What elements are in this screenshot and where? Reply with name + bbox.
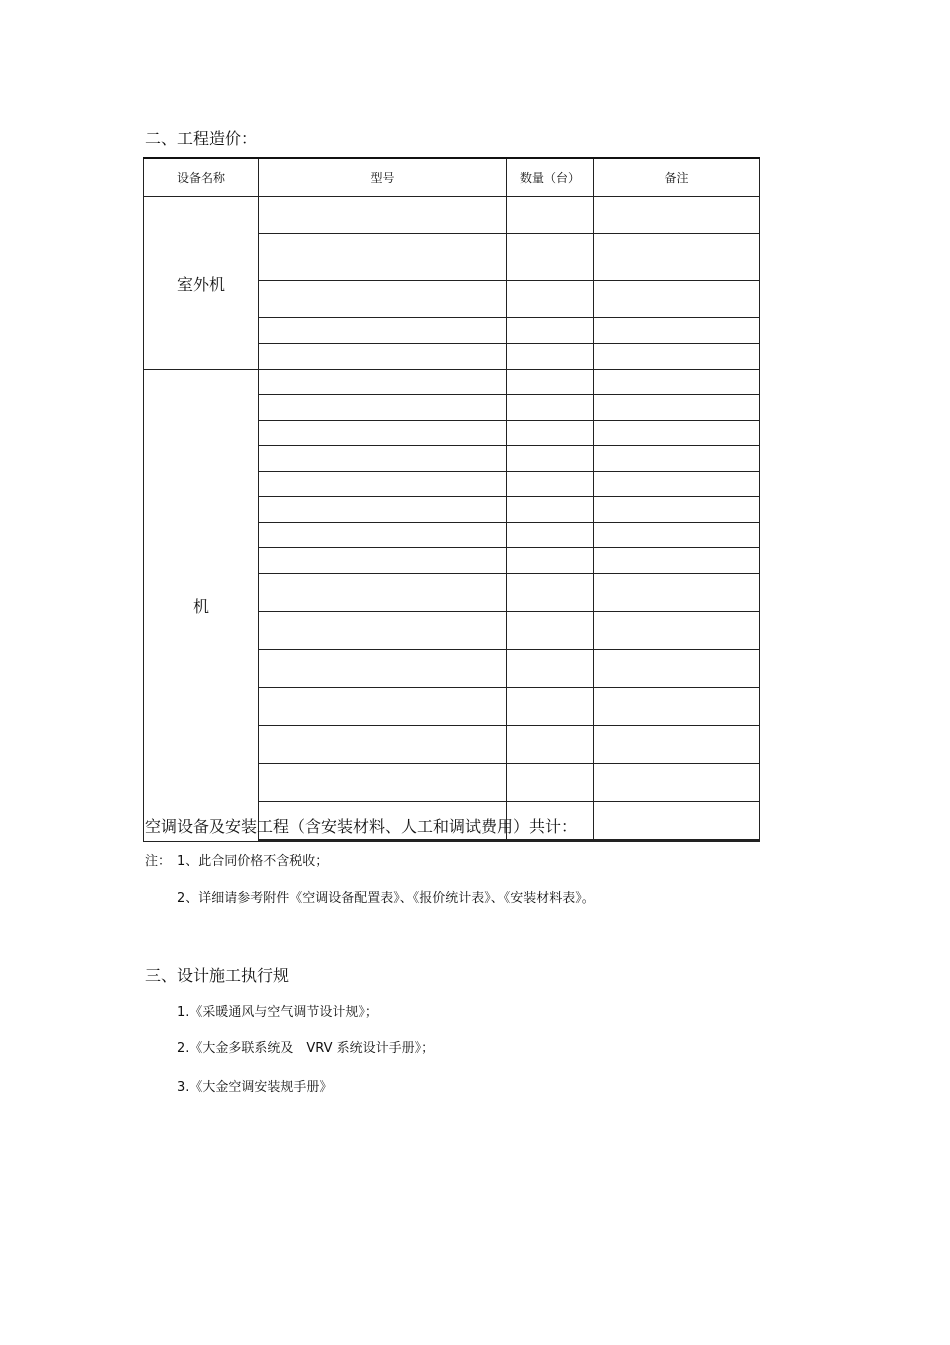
model-cell <box>259 395 507 421</box>
model-cell <box>259 726 507 764</box>
quantity-cell <box>507 612 594 650</box>
remarks-cell <box>594 497 760 523</box>
model-cell <box>259 472 507 497</box>
quantity-cell <box>507 726 594 764</box>
model-cell <box>259 841 507 842</box>
remarks-cell <box>594 726 760 764</box>
model-cell <box>259 574 507 612</box>
quantity-cell <box>507 318 594 344</box>
remarks-cell <box>594 688 760 726</box>
group-label-outdoor: 室外机 <box>144 197 259 370</box>
quantity-cell <box>507 841 594 842</box>
quantity-cell <box>507 344 594 370</box>
model-cell <box>259 197 507 234</box>
quantity-cell <box>507 197 594 234</box>
model-cell <box>259 764 507 802</box>
quantity-cell <box>507 497 594 523</box>
header-quantity: 数量（台） <box>507 158 594 197</box>
quantity-cell <box>507 281 594 318</box>
model-cell <box>259 650 507 688</box>
remarks-cell <box>594 446 760 472</box>
table-row <box>144 197 760 234</box>
remarks-cell <box>594 548 760 574</box>
remarks-cell <box>594 421 760 446</box>
remarks-cell <box>594 612 760 650</box>
quantity-cell <box>507 548 594 574</box>
note-1: 1、此合同价格不含税收； <box>177 854 329 869</box>
model-cell <box>259 281 507 318</box>
header-model: 型号 <box>259 158 507 197</box>
model-cell <box>259 446 507 472</box>
model-cell <box>259 548 507 574</box>
quantity-cell <box>507 395 594 421</box>
model-cell <box>259 612 507 650</box>
standard-item-1: 1.《采暖通风与空气调节设计规》； <box>177 1005 378 1020</box>
model-cell <box>259 688 507 726</box>
remarks-cell <box>594 764 760 802</box>
table-header-row <box>144 158 760 197</box>
remarks-cell <box>594 574 760 612</box>
quantity-cell <box>507 650 594 688</box>
cost-table <box>143 157 760 842</box>
model-cell <box>259 344 507 370</box>
table-row <box>144 370 760 395</box>
remarks-cell <box>594 281 760 318</box>
quantity-cell <box>507 446 594 472</box>
section2-title: 二、工程造价： <box>145 129 258 148</box>
remarks-cell <box>594 802 760 840</box>
model-cell <box>259 523 507 548</box>
notes-prefix: 注： <box>145 854 172 869</box>
remarks-cell <box>594 197 760 234</box>
remarks-cell <box>594 841 760 842</box>
quantity-cell <box>507 472 594 497</box>
group-label-indoor: 机 <box>144 370 259 842</box>
quantity-cell <box>507 421 594 446</box>
total-cost-line: 空调设备及安装工程（含安装材料、人工和调试费用）共计： <box>145 817 578 836</box>
quantity-cell <box>507 234 594 281</box>
standard-item-3: 3.《大金空调安装规手册》 <box>177 1080 333 1095</box>
quantity-cell <box>507 574 594 612</box>
quantity-cell <box>507 764 594 802</box>
remarks-cell <box>594 395 760 421</box>
remarks-cell <box>594 318 760 344</box>
remarks-cell <box>594 650 760 688</box>
remarks-cell <box>594 370 760 395</box>
model-cell <box>259 421 507 446</box>
header-remarks: 备注 <box>594 158 760 197</box>
remarks-cell <box>594 472 760 497</box>
model-cell <box>259 318 507 344</box>
standard-item-2: 2.《大金多联系统及 VRV 系统设计手册》； <box>177 1041 435 1056</box>
model-cell <box>259 234 507 281</box>
remarks-cell <box>594 523 760 548</box>
note-2: 2、详细请参考附件《空调设备配置表》、《报价统计表》、《安装材料表》。 <box>177 891 595 906</box>
quantity-cell <box>507 523 594 548</box>
header-equipment-name: 设备名称 <box>144 158 259 197</box>
quantity-cell <box>507 370 594 395</box>
remarks-cell <box>594 234 760 281</box>
quantity-cell <box>507 688 594 726</box>
model-cell <box>259 497 507 523</box>
remarks-cell <box>594 344 760 370</box>
model-cell <box>259 370 507 395</box>
section3-title: 三、设计施工执行规 <box>145 966 290 985</box>
